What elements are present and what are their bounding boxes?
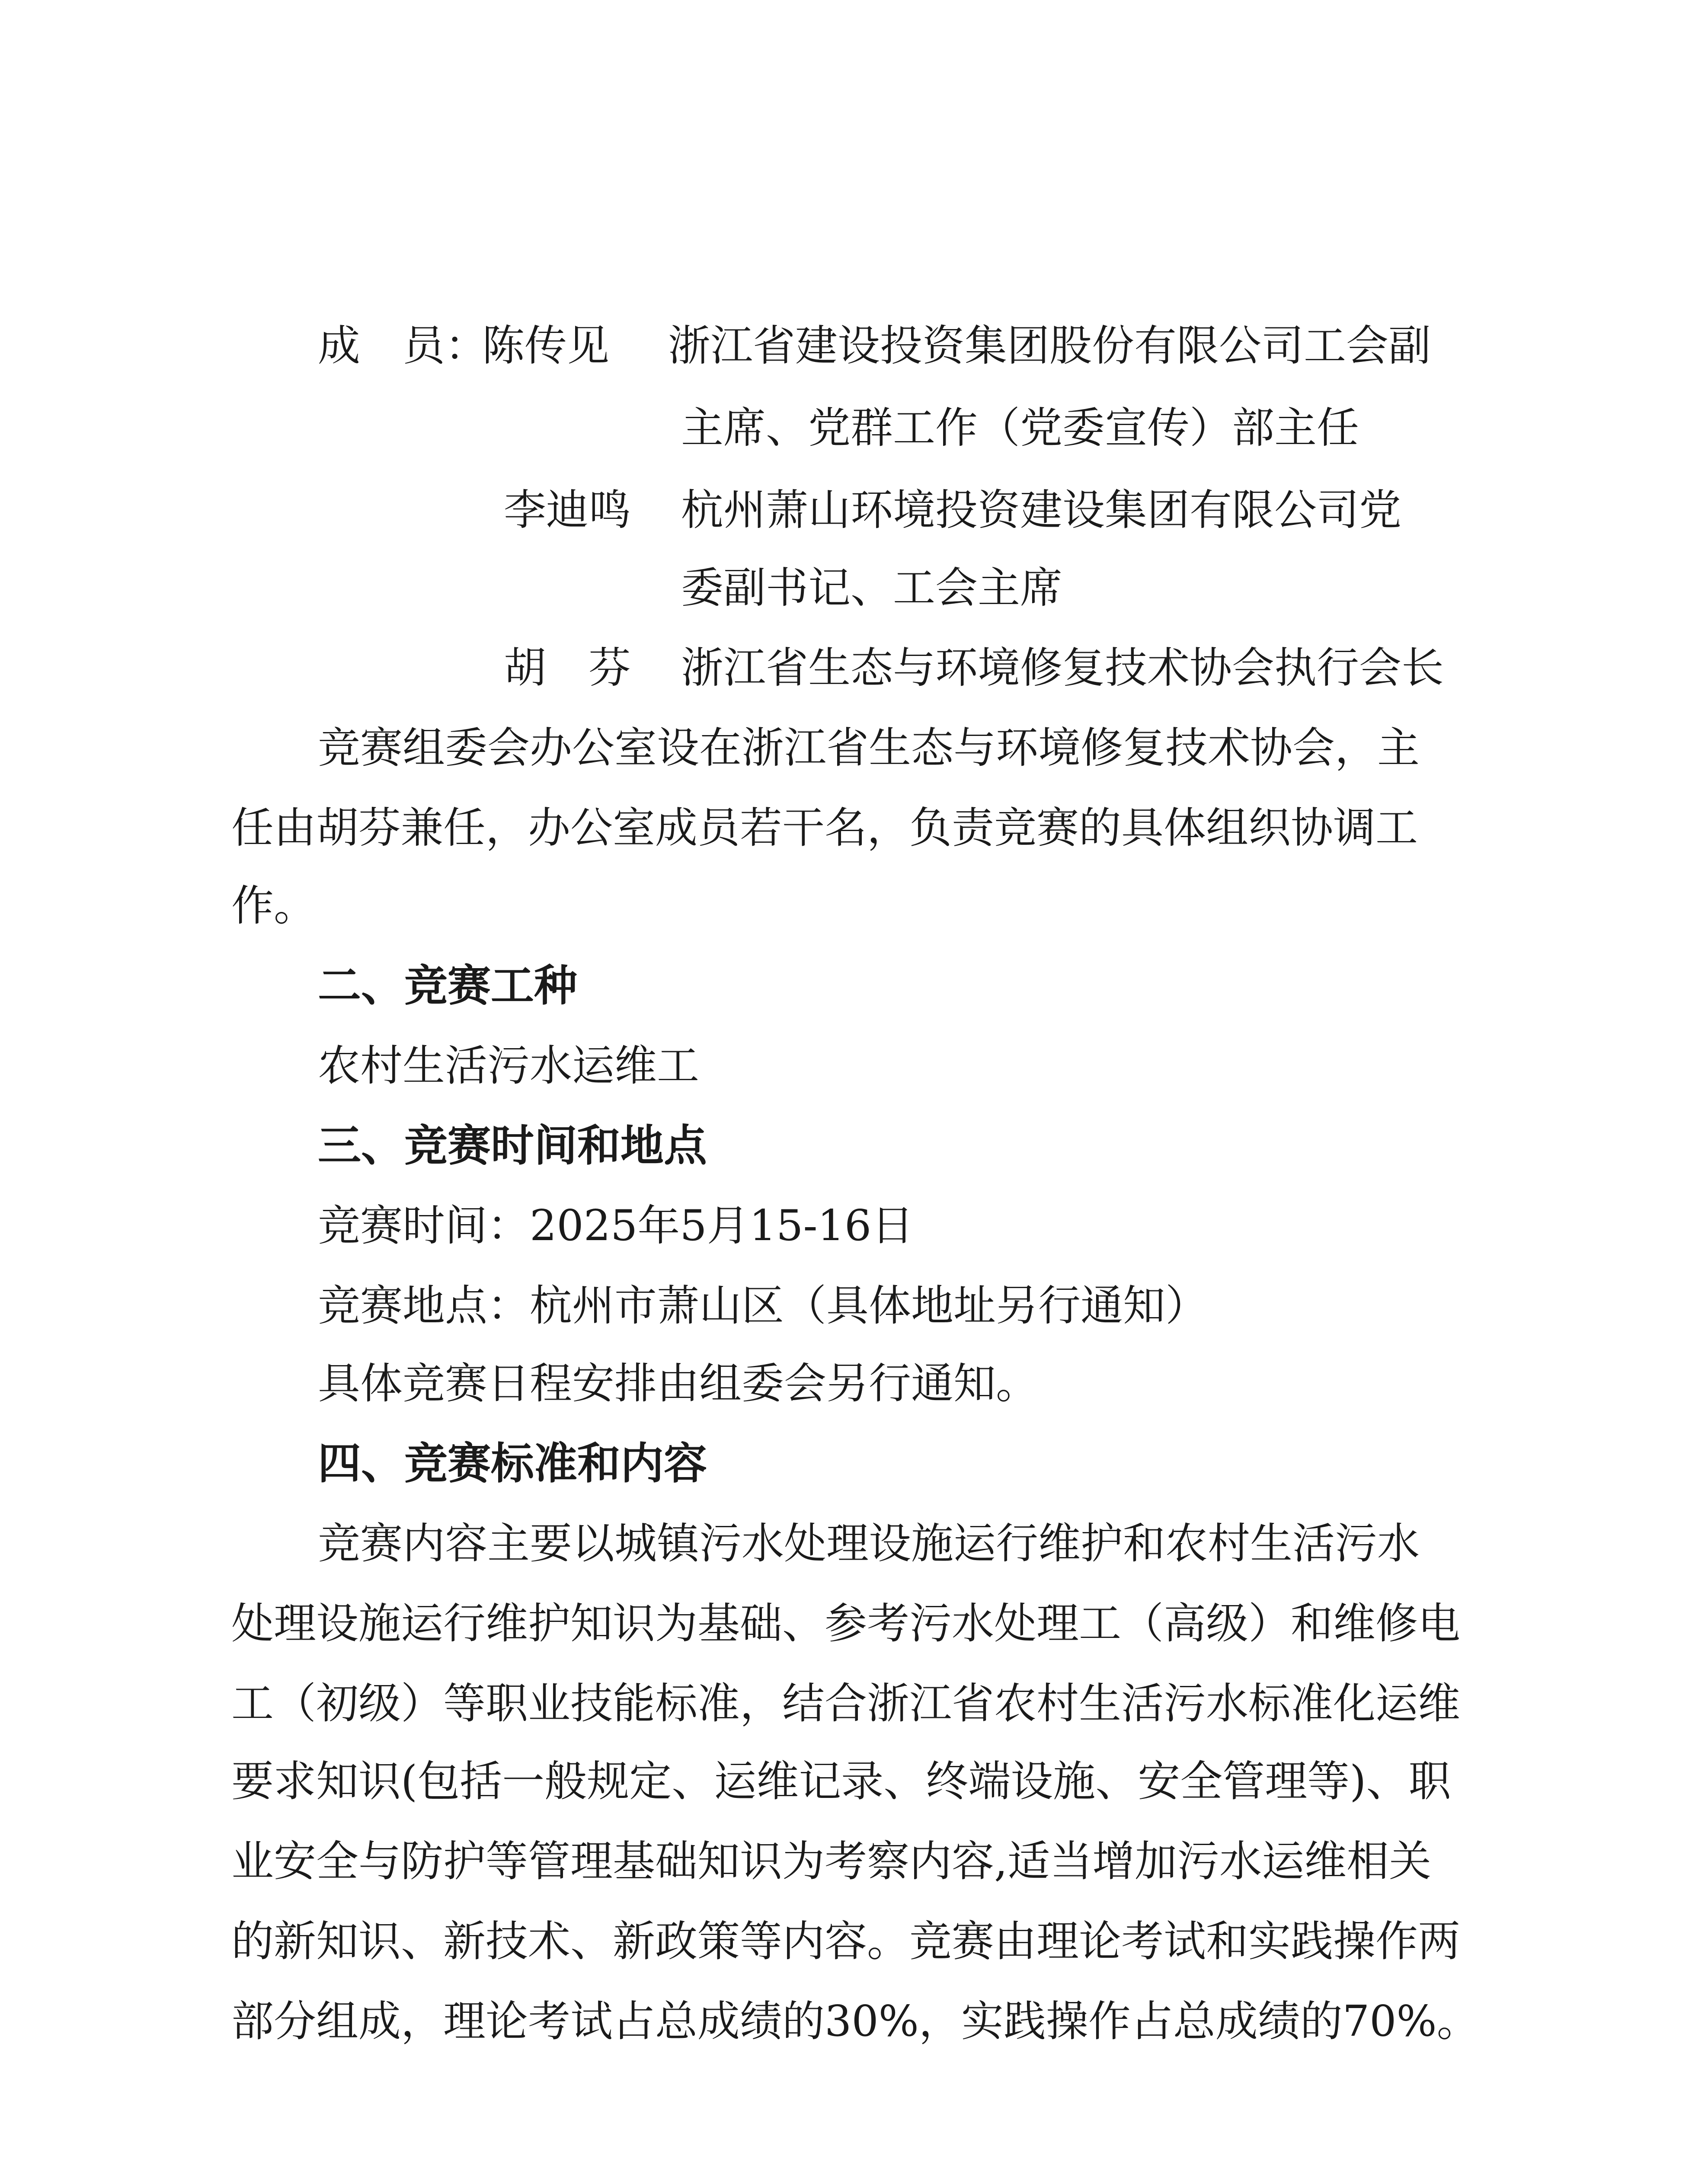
- members-label: 成 员：: [318, 321, 488, 371]
- paragraph-line: 要求知识(包括一般规定、运维记录、终端设施、安全管理等)、职: [231, 1757, 1451, 1806]
- member-name: 李迪鸣: [504, 486, 631, 535]
- paragraph-line: 处理设施运行维护知识为基础、参考污水处理工（高级）和维修电: [231, 1599, 1461, 1648]
- member-title-line: 杭州萧山环境投资建设集团有限公司党: [681, 486, 1402, 535]
- section-heading: 四、竞赛标准和内容: [318, 1438, 707, 1489]
- paragraph-line: 农村生活污水运维工: [318, 1041, 700, 1091]
- paragraph-line: 部分组成，理论考试占总成绩的30%，实践操作占总成绩的70%。: [231, 1997, 1479, 2046]
- competition-place: 竞赛地点：杭州市萧山区（具体地址另行通知）: [318, 1281, 1208, 1330]
- paragraph-line: 作。: [231, 881, 317, 931]
- paragraph-line: 任由胡芬兼任，办公室成员若干名，负责竞赛的具体组织协调工: [231, 803, 1418, 853]
- paragraph-line: 竞赛内容主要以城镇污水处理设施运行维护和农村生活污水: [318, 1519, 1420, 1568]
- paragraph-line: 的新知识、新技术、新政策等内容。竞赛由理论考试和实践操作两: [231, 1917, 1461, 1966]
- member-name: 陈传见: [482, 321, 610, 371]
- member-title-line: 浙江省建设投资集团股份有限公司工会副: [668, 321, 1431, 371]
- paragraph-line: 竞赛组委会办公室设在浙江省生态与环境修复技术协会，主: [318, 723, 1420, 773]
- section-heading: 二、竞赛工种: [318, 960, 577, 1011]
- paragraph-line: 业安全与防护等管理基础知识为考察内容,适当增加污水运维相关: [231, 1837, 1432, 1886]
- member-title-line: 浙江省生态与环境修复技术协会执行会长: [681, 643, 1444, 693]
- member-name: 胡 芬: [504, 643, 631, 693]
- competition-time: 竞赛时间：2025年5月15-16日: [318, 1201, 914, 1251]
- competition-schedule: 具体竞赛日程安排由组委会另行通知。: [318, 1359, 1039, 1408]
- member-title-line: 委副书记、工会主席: [681, 563, 1063, 613]
- member-title-line: 主席、党群工作（党委宣传）部主任: [681, 403, 1359, 453]
- paragraph-line: 工（初级）等职业技能标准，结合浙江省农村生活污水标准化运维: [231, 1679, 1461, 1728]
- section-heading: 三、竞赛时间和地点: [318, 1120, 707, 1171]
